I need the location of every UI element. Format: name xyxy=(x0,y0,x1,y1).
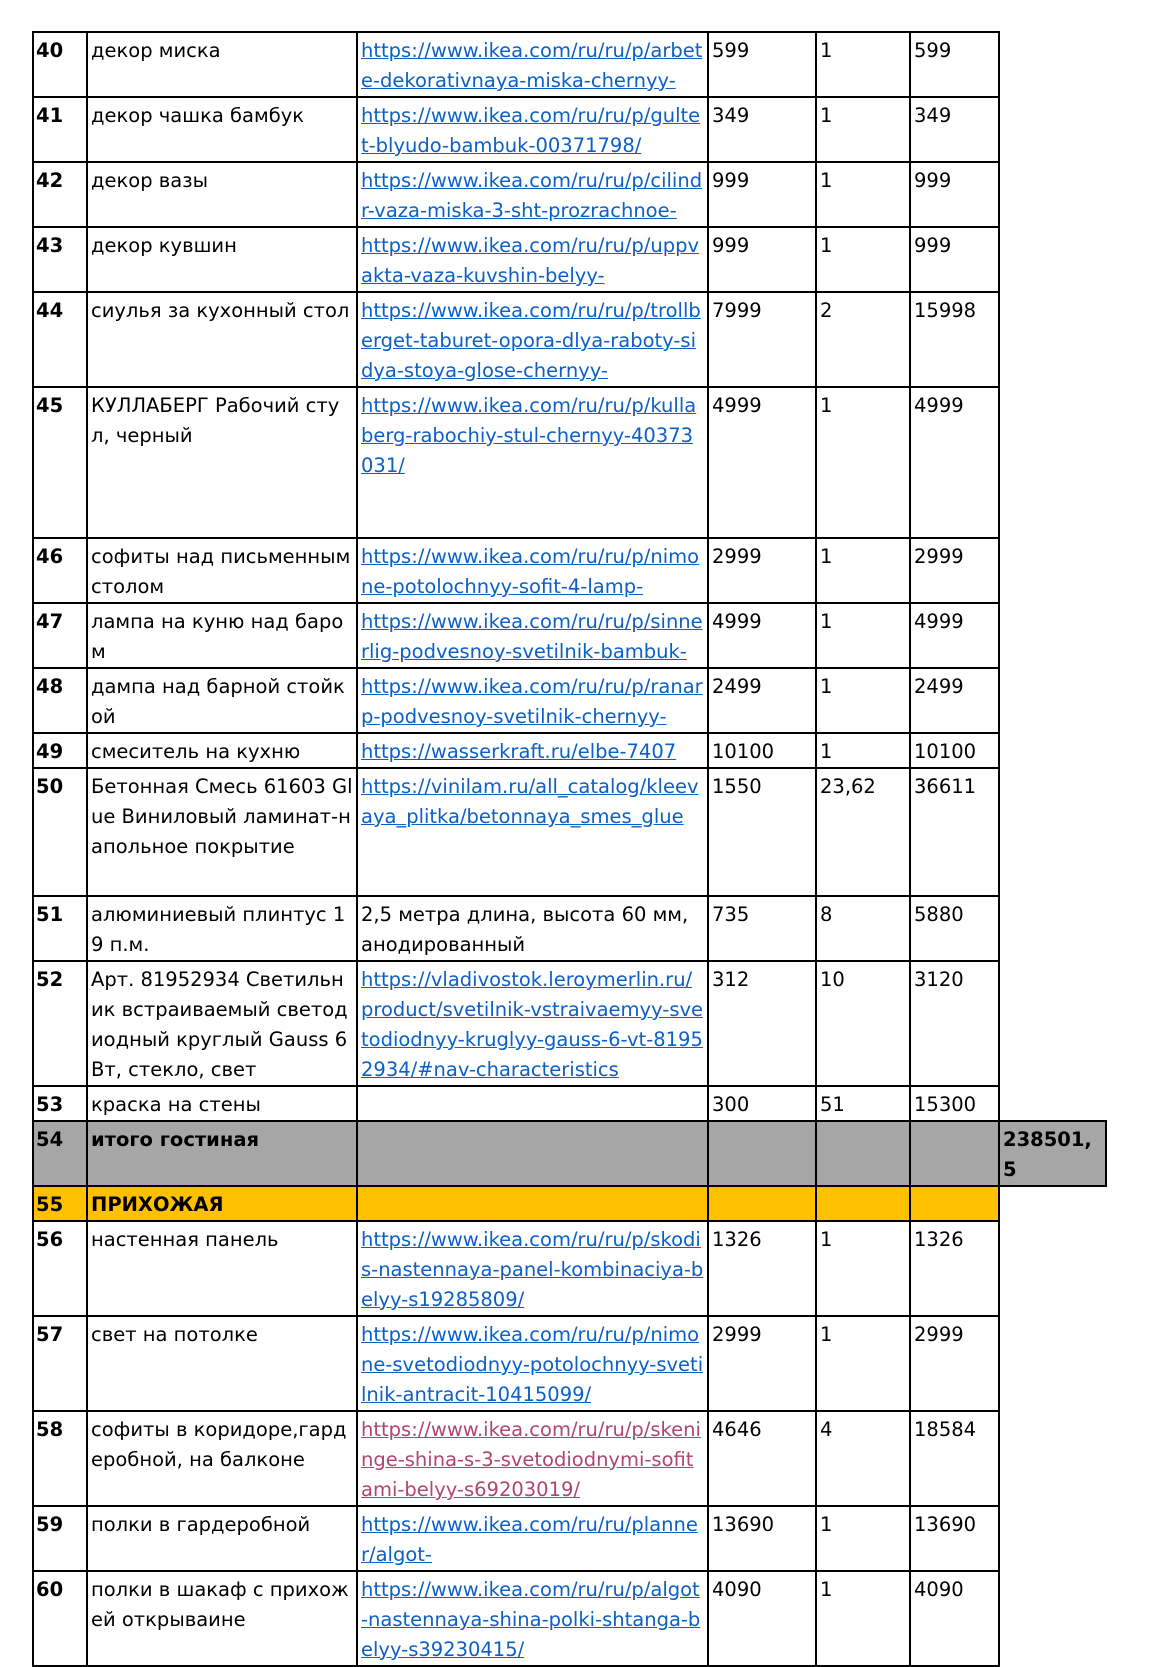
item-link[interactable]: https://www.ikea.com/ru/ru/planner/algot- xyxy=(361,1513,698,1566)
row-number: 44 xyxy=(33,292,87,387)
item-quantity: 1 xyxy=(816,538,910,603)
table-row xyxy=(33,1086,1106,1121)
row-number: 49 xyxy=(33,733,87,768)
empty-cell xyxy=(708,1121,816,1186)
item-sum: 599 xyxy=(910,32,999,97)
item-name: алюминиевый плинтус 19 п.м. xyxy=(87,896,357,961)
item-price: 7999 xyxy=(708,292,816,387)
item-quantity: 1 xyxy=(816,162,910,227)
empty-cell xyxy=(357,1186,708,1221)
item-name: Бетонная Смесь 61603 Glue Виниловый ламинат-напольное покрытие xyxy=(87,768,357,896)
item-sum: 13690 xyxy=(910,1506,999,1571)
empty-cell xyxy=(816,1121,910,1186)
item-link[interactable]: https://www.ikea.com/ru/ru/p/algot-nastennaya-shina-polki-shtanga-belyy-s39230415/ xyxy=(361,1578,701,1661)
table-row xyxy=(33,162,1106,227)
row-number: 45 xyxy=(33,387,87,538)
row-number: 52 xyxy=(33,961,87,1086)
table-row xyxy=(33,603,1106,668)
table-row xyxy=(33,1571,1106,1666)
row-number: 46 xyxy=(33,538,87,603)
item-quantity: 1 xyxy=(816,1571,910,1666)
row-number: 43 xyxy=(33,227,87,292)
item-quantity: 4 xyxy=(816,1411,910,1506)
item-price: 10100 xyxy=(708,733,816,768)
table-row xyxy=(33,1221,1106,1316)
item-price: 4646 xyxy=(708,1411,816,1506)
item-price: 735 xyxy=(708,896,816,961)
item-name: дампа над барной стойкой xyxy=(87,668,357,733)
row-number: 60 xyxy=(33,1571,87,1666)
row-number: 54 xyxy=(33,1121,87,1186)
item-link[interactable]: https://www.ikea.com/ru/ru/p/uppvakta-vaza-kuvshin-belyy- xyxy=(361,234,700,287)
item-name: Арт. 81952934 Светильник встраиваемый светодиодный круглый Gauss 6 Вт, стекло, свет xyxy=(87,961,357,1086)
item-quantity: 51 xyxy=(816,1086,910,1121)
item-sum: 36611 xyxy=(910,768,999,896)
item-name: полки в шакаф с прихожей открываине xyxy=(87,1571,357,1666)
empty-cell xyxy=(999,733,1106,768)
item-link-cell xyxy=(357,1086,708,1121)
item-link-cell xyxy=(357,387,708,538)
empty-cell xyxy=(910,1186,999,1221)
item-link-cell xyxy=(357,668,708,733)
item-name: смеситель на кухню xyxy=(87,733,357,768)
empty-cell xyxy=(999,292,1106,387)
row-number: 48 xyxy=(33,668,87,733)
item-price: 599 xyxy=(708,32,816,97)
row-number: 50 xyxy=(33,768,87,896)
empty-cell xyxy=(999,227,1106,292)
item-name: сиулья за кухонный стол xyxy=(87,292,357,387)
row-number: 58 xyxy=(33,1411,87,1506)
item-quantity: 1 xyxy=(816,387,910,538)
empty-cell xyxy=(999,97,1106,162)
item-name: лампа на куню над баром xyxy=(87,603,357,668)
empty-cell xyxy=(999,1506,1106,1571)
item-name: полки в гардеробной xyxy=(87,1506,357,1571)
item-quantity: 1 xyxy=(816,32,910,97)
table-row xyxy=(33,768,1106,896)
item-link-cell xyxy=(357,97,708,162)
item-link-cell xyxy=(357,538,708,603)
item-name: настенная панель xyxy=(87,1221,357,1316)
total-value: 238501,5 xyxy=(999,1121,1106,1186)
item-name: свет на потолке xyxy=(87,1316,357,1411)
item-link-cell xyxy=(357,227,708,292)
table-row xyxy=(33,538,1106,603)
item-quantity: 10 xyxy=(816,961,910,1086)
item-sum: 2999 xyxy=(910,1316,999,1411)
empty-cell xyxy=(999,1571,1106,1666)
item-name: краска на стены xyxy=(87,1086,357,1121)
empty-cell xyxy=(999,387,1106,538)
item-quantity: 1 xyxy=(816,227,910,292)
row-number: 51 xyxy=(33,896,87,961)
item-price: 1550 xyxy=(708,768,816,896)
item-sum: 999 xyxy=(910,162,999,227)
item-link[interactable]: https://vladivostok.leroymerlin.ru/product/svetilnik-vstraivaemyy-svetodiodnyy-kruglyy-gauss-6-vt-81952934/#nav-characteristics xyxy=(361,968,704,1081)
item-link[interactable]: https://www.ikea.com/ru/ru/p/arbete-dekorativnaya-miska-chernyy- xyxy=(361,39,703,92)
table-row xyxy=(33,733,1106,768)
table-row xyxy=(33,896,1106,961)
item-link-cell xyxy=(357,32,708,97)
item-sum: 4090 xyxy=(910,1571,999,1666)
row-number: 57 xyxy=(33,1316,87,1411)
item-link[interactable]: https://www.ikea.com/ru/ru/p/sinnerlig-podvesnoy-svetilnik-bambuk- xyxy=(361,610,703,663)
item-price: 1326 xyxy=(708,1221,816,1316)
table-row xyxy=(33,1506,1106,1571)
table-row xyxy=(33,97,1106,162)
item-price: 999 xyxy=(708,227,816,292)
item-quantity: 1 xyxy=(816,97,910,162)
item-price: 2499 xyxy=(708,668,816,733)
item-name: софиты над письменным столом xyxy=(87,538,357,603)
item-sum: 3120 xyxy=(910,961,999,1086)
item-link-cell xyxy=(357,162,708,227)
item-link-cell xyxy=(357,768,708,896)
item-link-cell xyxy=(357,292,708,387)
item-price: 13690 xyxy=(708,1506,816,1571)
empty-cell xyxy=(999,1221,1106,1316)
table-row xyxy=(33,292,1106,387)
item-quantity: 1 xyxy=(816,603,910,668)
empty-cell xyxy=(999,1186,1106,1221)
item-link[interactable]: https://www.ikea.com/ru/ru/p/ranarp-podvesnoy-svetilnik-chernyy- xyxy=(361,675,703,728)
item-name: декор чашка бамбук xyxy=(87,97,357,162)
row-number: 41 xyxy=(33,97,87,162)
row-number: 55 xyxy=(33,1186,87,1221)
item-quantity: 2 xyxy=(816,292,910,387)
item-name: декор вазы xyxy=(87,162,357,227)
item-sum: 18584 xyxy=(910,1411,999,1506)
item-link[interactable]: https://www.ikea.com/ru/ru/p/kullaberg-rabochiy-stul-chernyy-40373031/ xyxy=(361,394,697,477)
total-row xyxy=(33,1121,1106,1186)
item-sum: 1326 xyxy=(910,1221,999,1316)
item-quantity: 1 xyxy=(816,1316,910,1411)
item-sum: 15300 xyxy=(910,1086,999,1121)
table-row xyxy=(33,1411,1106,1506)
total-label: итого гостиная xyxy=(87,1121,357,1186)
item-price: 4999 xyxy=(708,387,816,538)
row-number: 53 xyxy=(33,1086,87,1121)
item-quantity: 1 xyxy=(816,668,910,733)
item-name: декор кувшин xyxy=(87,227,357,292)
empty-cell xyxy=(357,1121,708,1186)
item-sum: 4999 xyxy=(910,603,999,668)
item-sum: 4999 xyxy=(910,387,999,538)
empty-cell xyxy=(999,668,1106,733)
item-link[interactable]: https://www.ikea.com/ru/ru/p/skeninge-shina-s-3-svetodiodnymi-sofitami-belyy-s69203019/ xyxy=(361,1418,701,1501)
item-link-cell xyxy=(357,1316,708,1411)
empty-cell xyxy=(910,1121,999,1186)
table-row xyxy=(33,387,1106,538)
item-link-cell xyxy=(357,961,708,1086)
item-sum: 15998 xyxy=(910,292,999,387)
item-sum: 999 xyxy=(910,227,999,292)
item-price: 300 xyxy=(708,1086,816,1121)
item-link-cell xyxy=(357,896,708,961)
item-sum: 2499 xyxy=(910,668,999,733)
item-link[interactable]: https://www.ikea.com/ru/ru/p/skodis-nastennaya-panel-kombinaciya-belyy-s19285809/ xyxy=(361,1228,704,1311)
item-quantity: 1 xyxy=(816,1221,910,1316)
item-quantity: 23,62 xyxy=(816,768,910,896)
item-link[interactable]: https://www.ikea.com/ru/ru/p/nimone-svetodiodnyy-potolochnyy-svetilnik-antracit-10415099/ xyxy=(361,1323,704,1406)
item-link-cell xyxy=(357,603,708,668)
spreadsheet-table xyxy=(32,31,1107,1667)
item-link-cell xyxy=(357,733,708,768)
item-price: 999 xyxy=(708,162,816,227)
item-quantity: 8 xyxy=(816,896,910,961)
item-link[interactable]: https://www.ikea.com/ru/ru/p/nimone-potolochnyy-sofit-4-lamp- xyxy=(361,545,700,598)
empty-cell xyxy=(816,1186,910,1221)
empty-cell xyxy=(999,603,1106,668)
item-sum: 349 xyxy=(910,97,999,162)
table-row xyxy=(33,32,1106,97)
item-description: 2,5 метра длина, высота 60 мм, анодированный xyxy=(361,903,689,956)
empty-cell xyxy=(999,1316,1106,1411)
item-price: 4999 xyxy=(708,603,816,668)
item-price: 2999 xyxy=(708,538,816,603)
empty-cell xyxy=(999,538,1106,603)
empty-cell xyxy=(999,162,1106,227)
item-price: 312 xyxy=(708,961,816,1086)
section-row xyxy=(33,1186,1106,1221)
table-row xyxy=(33,961,1106,1086)
item-sum: 2999 xyxy=(910,538,999,603)
empty-cell xyxy=(708,1186,816,1221)
table-row xyxy=(33,1316,1106,1411)
item-sum: 5880 xyxy=(910,896,999,961)
row-number: 59 xyxy=(33,1506,87,1571)
item-sum: 10100 xyxy=(910,733,999,768)
item-link-cell xyxy=(357,1571,708,1666)
empty-cell xyxy=(999,961,1106,1086)
empty-cell xyxy=(999,1086,1106,1121)
row-number: 56 xyxy=(33,1221,87,1316)
table-body xyxy=(33,32,1106,1666)
empty-cell xyxy=(999,896,1106,961)
item-price: 4090 xyxy=(708,1571,816,1666)
empty-cell xyxy=(999,1411,1106,1506)
item-link[interactable]: https://wasserkraft.ru/elbe-7407 xyxy=(361,740,677,763)
item-link[interactable]: https://www.ikea.com/ru/ru/p/cilindr-vaza-miska-3-sht-prozrachnoe- xyxy=(361,169,703,222)
item-link[interactable]: https://www.ikea.com/ru/ru/p/gultet-blyudo-bambuk-00371798/ xyxy=(361,104,701,157)
item-price: 2999 xyxy=(708,1316,816,1411)
item-link-cell xyxy=(357,1411,708,1506)
item-quantity: 1 xyxy=(816,733,910,768)
item-name: декор миска xyxy=(87,32,357,97)
empty-cell xyxy=(999,768,1106,896)
row-number: 40 xyxy=(33,32,87,97)
item-quantity: 1 xyxy=(816,1506,910,1571)
item-link-cell xyxy=(357,1506,708,1571)
item-price: 349 xyxy=(708,97,816,162)
table-row xyxy=(33,227,1106,292)
empty-cell xyxy=(999,32,1106,97)
item-link[interactable]: https://www.ikea.com/ru/ru/p/trollberget-taburet-opora-dlya-raboty-sidya-stoya-glose-chernyy- xyxy=(361,299,701,382)
row-number: 42 xyxy=(33,162,87,227)
table-row xyxy=(33,668,1106,733)
item-name: КУЛЛАБЕРГ Рабочий стул, черный xyxy=(87,387,357,538)
row-number: 47 xyxy=(33,603,87,668)
item-name: софиты в коридоре,гардеробной, на балконе xyxy=(87,1411,357,1506)
item-link[interactable]: https://vinilam.ru/all_catalog/kleevaya_plitka/betonnaya_smes_glue xyxy=(361,775,699,828)
section-label: ПРИХОЖАЯ xyxy=(87,1186,357,1221)
item-link-cell xyxy=(357,1221,708,1316)
